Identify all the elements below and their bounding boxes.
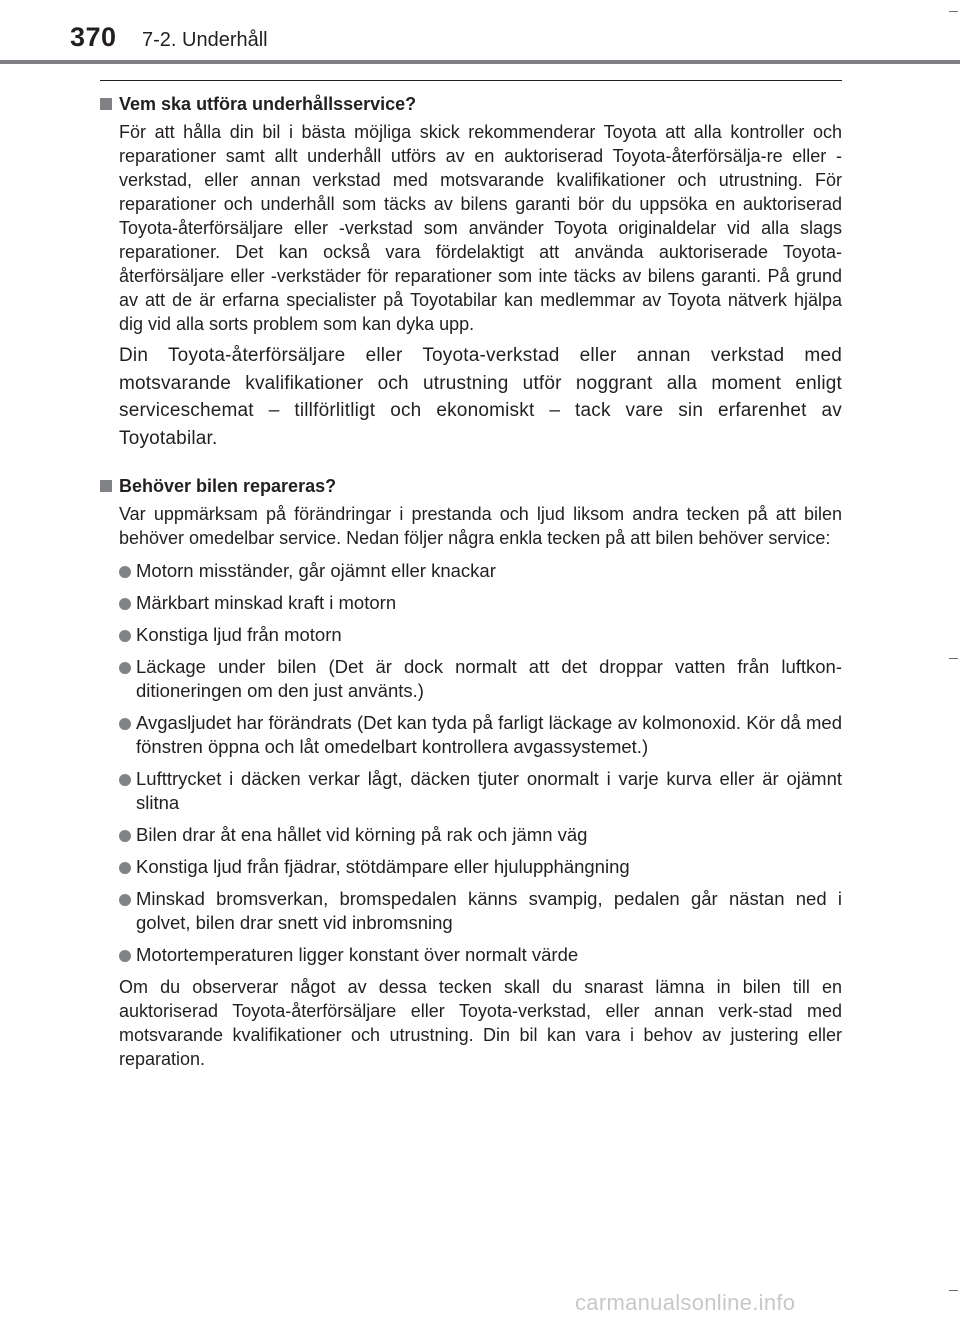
- gray-circle-icon: [119, 894, 131, 906]
- section-heading-maintenance: [100, 92, 842, 116]
- paragraph-repair-closing: Om du observerar något av dessa tecken skall du snarast lämna in bilen till en auktoriserad Toyota-återförsäljare eller Toyota-verkstad, eller annan verk-stad med motsvarande kvalifikationer och utrustning. Din bil kan vara i behov av justering eller reparation.: [119, 977, 842, 1069]
- page-number: 370: [70, 22, 117, 52]
- gray-circle-icon: [119, 830, 131, 842]
- watermark: carmanualsonline.info: [575, 1290, 796, 1315]
- gray-circle-icon: [119, 630, 131, 642]
- list-item: Bilen drar åt ena hållet vid körning på rak och jämn väg: [119, 823, 842, 847]
- list-item: Konstiga ljud från fjädrar, stötdämpare eller hjulupphängning: [119, 855, 842, 879]
- trim-mark-bottom: [949, 1290, 958, 1291]
- paragraph-maintenance-intro: För att hålla din bil i bästa möjliga skick rekommenderar Toyota att alla kontroller och reparationer samt allt underhåll utförs av en auktoriserad Toyota-återförsälja-re eller -verkstad, eller annan verkstad med motsvarande kvalifikationer och utrustning. För reparationer och underhåll som täcks av bilens garanti bör du uppsöka en auktoriserad Toyota-återförsäljare eller -verkstad som använder Toyota originaldelar vid alla slags reparationer. Det kan också vara fördelaktigt att använda auktoriserade Toyota-återförsäljare eller -verkstäder för reparationer som inte täcks av bilens garanti. På grund av att de är erfarna specialister på Toyotabilar kan medlemmar av Toyota nätverk hjälpa dig vid alla sorts problem som kan dyka upp.: [119, 122, 842, 334]
- list-item: Konstiga ljud från motorn: [119, 623, 842, 647]
- section-rule: [100, 80, 842, 81]
- gray-circle-icon: [119, 718, 131, 730]
- section-heading-text: Vem ska utföra underhållsservice?: [119, 94, 417, 114]
- page-content: [100, 92, 842, 1071]
- list-item: Läckage under bilen (Det är dock normalt att det droppar vatten från luftkon-ditioneringen om den just använts.): [119, 655, 842, 703]
- list-item: Lufttrycket i däcken verkar lågt, däcken tjuter onormalt i varje kurva eller är ojämnt slitna: [119, 767, 842, 815]
- section-heading-repair: [100, 474, 842, 498]
- gray-circle-icon: [119, 662, 131, 674]
- list-item: Avgasljudet har förändrats (Det kan tyda på farligt läckage av kolmonoxid. Kör då med fönstren öppna och låt omedelbart kontrollera avgassystemet.): [119, 711, 842, 759]
- gray-circle-icon: [119, 950, 131, 962]
- paragraph-maintenance-dealer: Din Toyota-återförsäljare eller Toyota-verkstad eller annan verkstad med motsvarande kvalifikationer och utrustning utför noggrant alla moment enligt serviceschemat – tillförlitligt och ekonomiskt – tack vare sin erfarenhet av Toyotabilar.: [119, 345, 842, 449]
- header-rule: [0, 60, 960, 64]
- gray-circle-icon: [119, 862, 131, 874]
- list-item: Motortemperaturen ligger konstant över normalt värde: [119, 943, 842, 967]
- list-item: Minskad bromsverkan, bromspedalen känns svampig, pedalen går nästan ned i golvet, bilen drar snett vid inbromsning: [119, 887, 842, 935]
- gray-circle-icon: [119, 774, 131, 786]
- gray-circle-icon: [119, 566, 131, 578]
- gray-square-icon: [100, 480, 112, 492]
- section-heading-text: Behöver bilen repareras?: [119, 476, 337, 496]
- trim-mark-middle: [949, 658, 958, 659]
- gray-circle-icon: [119, 598, 131, 610]
- list-item: Motorn misständer, går ojämnt eller knackar: [119, 559, 842, 583]
- trim-mark-top: [949, 11, 958, 12]
- list-item: Märkbart minskad kraft i motorn: [119, 591, 842, 615]
- symptom-list: [119, 559, 842, 967]
- gray-square-icon: [100, 98, 112, 110]
- chapter-title: 7-2. Underhåll: [142, 29, 268, 51]
- paragraph-repair-intro: Var uppmärksam på förändringar i prestanda och ljud liksom andra tecken på att bilen behöver omedelbar service. Nedan följer några enkla tecken på att bilen behöver service:: [119, 504, 842, 548]
